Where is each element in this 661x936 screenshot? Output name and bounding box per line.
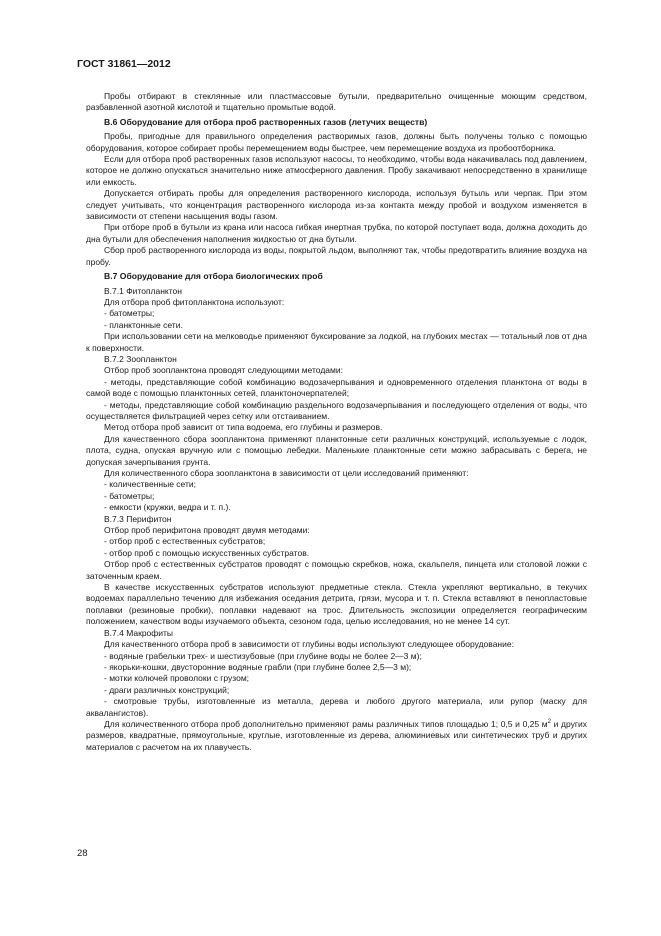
paragraph: Допускается отбирать пробы для определения растворенного кислорода, используя бутыль или черпак. При этом следует учитывать, что концентрация растворенного кислорода из-за контакта между пробой и воздухом изменяется в зависимости от степени насыщения воды газом. — [86, 188, 587, 222]
superscript: 2 — [547, 719, 551, 726]
paragraph: В.7.4 Макрофиты — [104, 627, 174, 638]
paragraph: Отбор проб перифитона проводят двумя методами: — [104, 525, 310, 536]
paragraph: Для количественного сбора зоопланктона в зависимости от цели исследований применяют: — [104, 468, 469, 478]
paragraph: Для качественного сбора зоопланктона применяют планктонные сети различных конструкций, используемые с лодок, плота, судна, опуская вручную или с помощью лебедки. Маленькие планктонные сети можно забрасывать с берега, не допуская зачерпывания грунта. — [86, 433, 587, 467]
paragraph: - мотки колючей проволоки с грузом; — [104, 673, 250, 684]
paragraph: Отбор проб с естественных субстратов проводят с помощью скребков, ножа, скальпеля, пинцета или столовой ложки с заточенным краем. — [86, 559, 587, 581]
paragraph: - количественные сети; — [104, 479, 196, 490]
paragraph: В.7.1 Фитопланктон — [104, 285, 182, 296]
document-header: ГОСТ 31861—2012 — [77, 58, 171, 70]
paragraph-text: Для количественного отбора проб дополнительно применяют рамы различных типов площадью 1; 0,5 и 0,25 м — [104, 718, 548, 729]
paragraph: - отбор проб с естественных субстратов; — [104, 536, 266, 547]
paragraph: - емкости (кружки, ведра и т. п.). — [104, 502, 231, 513]
paragraph: - батометры; — [104, 490, 155, 501]
paragraph: Сбор проб растворенного кислорода из воды, покрытой льдом, выполняют так, чтобы предотвратить влияние воздуха на пробу. — [86, 245, 587, 267]
paragraph: В.7.2 Зоопланктон — [104, 353, 177, 364]
paragraph: Для качественного отбора проб в зависимости от глубины воды используют следующее оборудование: — [104, 639, 514, 650]
paragraph: Если для отбора проб растворенных газов используют насосы, то необходимо, чтобы вода накачивалась под давлением, которое не должно опускаться значительно ниже атмосферного давления. Пробу закачивают непосредственно в хранилище или емкость. — [86, 154, 587, 187]
paragraph: В качестве искусственных субстратов используют предметные стекла. Стекла укрепляют вертикально, в текучих водоемах параллельно течению для избежания оседания детрита, грязи, мусора и т. п. Стекла вставляют в пенопластовые поплавки (резиновые пробки), поплавки надевают на трос. Длительность экспозиции определяется географическим положением, качеством воды изучаемого объекта, сезоном года, целью исследования, но не менее 14 сут. — [86, 582, 587, 627]
paragraph: В.7.3 Перифитон — [104, 513, 172, 524]
paragraph: - методы, представляющие собой комбинацию раздельного водозачерпывания и последующего отделения от воды, что осуществляется фильтрацией через сетку или отстаиванием. — [86, 399, 587, 421]
paragraph-text: и других размеров, квадратные, прямоугольные, круглые, изготовленные из дерева, алюминиевых или синтетических труб и других материалов с расчетом на их плавучесть. — [86, 718, 587, 752]
document-body — [86, 91, 587, 753]
paragraph: Пробы отбирают в стеклянные или пластмассовые бутыли, предварительно очищенные моющим средством, разбавленной азотной кислотой и тщательно промытые водой. — [86, 91, 587, 113]
paragraph: Пробы, пригодные для правильного определения растворимых газов, должны быть получены только с помощью оборудования, которое собирает пробы перемещением воды быстрее, чем перемещение воздуха из пробоотборника. — [86, 131, 587, 153]
paragraph — [86, 719, 587, 753]
paragraph: - методы, представляющие собой комбинацию водозачерпывания и одновременного отделения планктона от воды в самой воде с помощью планктонных сетей, планктоночерпателей; — [86, 376, 587, 399]
paragraph: - отбор проб с помощью искусственных субстратов. — [104, 547, 310, 558]
paragraph: - смотровые трубы, изготовленные из металла, дерева и любого другого материала, или рупор (маску для аквалангистов). — [86, 696, 587, 718]
paragraph: - якорьки-кошки, двусторонние водяные грабли (при глубине более 2,5—3 м); — [104, 661, 412, 672]
paragraph: Отбор проб зоопланктона проводят следующими методами: — [104, 365, 343, 376]
paragraph: При использовании сети на мелководье применяют буксирование за лодкой, на глубоких местах — тотальный лов от дна к поверхности. — [86, 331, 587, 353]
paragraph: - батометры; — [104, 308, 155, 319]
paragraph: При отборе проб в бутыли из крана или насоса гибкая инертная трубка, по которой поступает вода, должна доходить до дна бутыли для обеспечения наполнения жидкостью от дна бутыли. — [86, 222, 587, 244]
section-heading: В.6 Оборудование для отбора проб растворенных газов (летучих веществ) — [104, 116, 428, 127]
section-heading: В.7 Оборудование для отбора биологических проб — [104, 271, 323, 282]
paragraph: - драги различных конструкций; — [104, 684, 230, 695]
paragraph: - планктонные сети. — [104, 319, 183, 330]
paragraph: - водяные грабельки трех- и шестизубовые (при глубине воды не более 2—3 м); — [104, 650, 422, 661]
paragraph: Для отбора проб фитопланктона используют: — [104, 296, 285, 307]
paragraph: Метод отбора проб зависит от типа водоема, его глубины и размеров. — [104, 422, 383, 433]
page-number: 28 — [77, 848, 88, 859]
